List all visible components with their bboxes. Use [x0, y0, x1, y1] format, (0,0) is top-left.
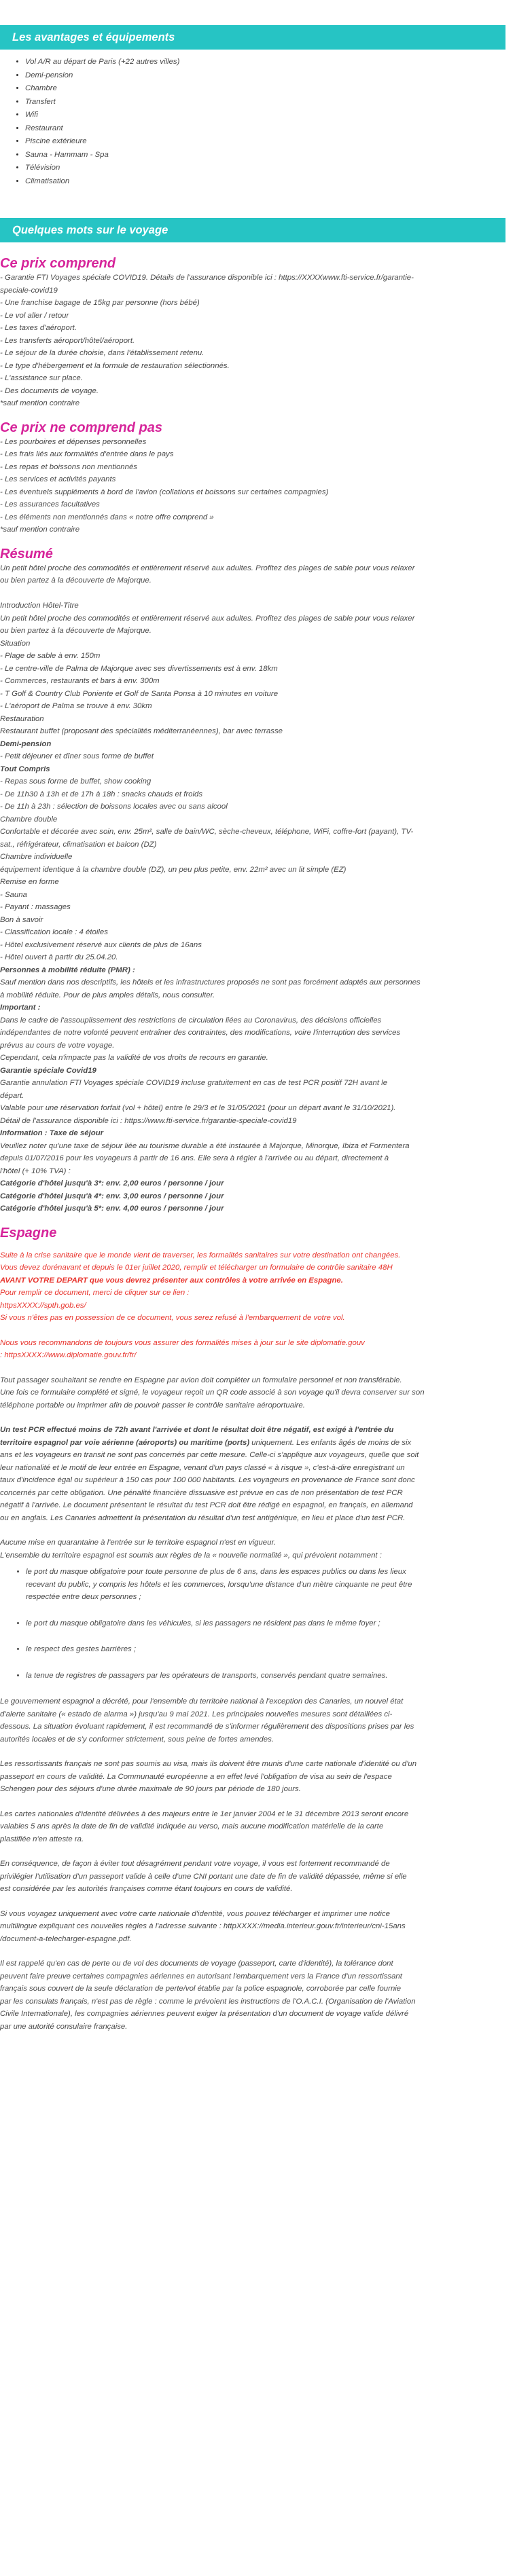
- resume-line: équipement identique à la chambre double (DZ), un peu plus petite, env. 22m² avec un lit simple (EZ): [0, 865, 347, 874]
- resume-line: Confortable et décorée avec soin, env. 25m², salle de bain/WC, sèche-cheveux, téléphone, WiFi, coffre-fort (payant), TV-: [0, 828, 414, 836]
- includes-line: - Garantie FTI Voyages spéciale COVID19. Détails de l'assurance disponible ici : https://XXXXwww.fti-service.fr/garantie-: [0, 274, 414, 282]
- spain-passport-paragraph: [0, 1858, 505, 1896]
- resume-line: - Le centre-ville de Palma de Majorque avec ses divertissements est à env. 18km: [0, 664, 278, 673]
- includes-line: speciale-covid19: [0, 286, 58, 295]
- spain-pcr-line: taux d'incidence égal ou supérieur à 150 cas pour 100 000 habitants. Les voyageurs en provenance de France sont donc: [0, 1476, 415, 1484]
- spain-cni-paragraph: [0, 1808, 505, 1846]
- spain-alert-line: d'alerte sanitaire (« estado de alarma ») jusqu'au 9 mai 2021. Les principales nouvelles mesures sont détaillées ci-: [0, 1710, 393, 1718]
- resume-line: Situation: [0, 639, 31, 648]
- resume-line: - De 11h30 à 13h et de 17h à 18h : snacks chauds et froids: [0, 790, 203, 798]
- includes-line: - Les taxes d'aéroport.: [0, 324, 77, 332]
- spain-pcr-line: négatif à l'arrivée. Le document présentant le résultat du test PCR doit être rédigé en espagnol, en français, en allemand: [0, 1501, 413, 1509]
- resume-line: Garantie annulation FTI Voyages spéciale COVID19 incluse gratuitement en cas de test PCR positif 72H avant le: [0, 1079, 388, 1087]
- excludes-title: Ce prix ne comprend pas: [0, 420, 162, 435]
- resume-line: Bon à savoir: [0, 915, 43, 924]
- spain-diplomatie-notice: [0, 1337, 505, 1362]
- resume-line: - Classification locale : 4 étoiles: [0, 928, 108, 936]
- excludes-line: - Les services et activités payants: [0, 475, 116, 483]
- spain-loss-line: par une autorité consulaire française.: [0, 2022, 128, 2031]
- spain-rules-list: [0, 1566, 505, 1682]
- advantage-item: • Restaurant: [25, 122, 505, 136]
- spain-health-line: AVANT VOTRE DEPART que vous devrez présenter aux contrôles à votre arrivée en Espagne.: [0, 1276, 343, 1285]
- resume-line: ou bien partez à la découverte de Majorque.: [0, 627, 152, 635]
- spain-pcr-mixed-line: [0, 1437, 505, 1450]
- spain-form-line: Tout passager souhaitant se rendre en Espagne par avion doit compléter un formulaire personnel et non transférable.: [0, 1376, 402, 1384]
- spain-pcr-line: ans et les voyageurs en transit ne sont pas concernés par cette mesure. Celle-ci s'applique aux voyageurs, quelle que soit: [0, 1451, 419, 1459]
- spain-pcr-bold-span: territoire espagnol par voie aérienne (aéroports) ou maritime (ports): [0, 1438, 250, 1447]
- spain-alert-line: autorités locales et de s'y conformer strictement, sous peine de fortes amendes.: [0, 1735, 274, 1744]
- spain-rule-item: [26, 1643, 505, 1656]
- spain-loss-line: Il est rappelé qu'en cas de perte ou de vol des documents de voyage (passeport, carte d'identité), la tolérance dont: [0, 1959, 393, 1968]
- resume-line: - Hôtel ouvert à partir du 25.04.20.: [0, 953, 118, 961]
- advantage-item: • Wifi: [25, 109, 505, 122]
- resume-line: à mobilité réduite. Pour de plus amples détails, nous consulter.: [0, 991, 215, 999]
- resume-line: - Commerces, restaurants et bars à env. 300m: [0, 677, 160, 685]
- resume-line: Un petit hôtel proche des commodités et entièrement réservé aux adultes. Profitez des plages de sable pour vous relaxer: [0, 564, 415, 572]
- resume-line: Détail de l'assurance disponible ici : https://www.fti-service.fr/garantie-speciale-covid19: [0, 1116, 297, 1125]
- spain-notice-line: multilingue expliquant ces nouvelles règles à l'adresse suivante : httpXXXX://media.interieur.gouv.fr/interieur/cni-15ans: [0, 1922, 406, 1930]
- advantage-item: • Chambre: [25, 82, 505, 96]
- spain-pcr-rest-span: uniquement. Les enfants âgés de moins de six: [249, 1438, 412, 1447]
- resume-line: Catégorie d'hôtel jusqu'à 3*: env. 2,00 euros / personne / jour: [0, 1179, 224, 1188]
- resume-line: - L'aéroport de Palma se trouve à env. 30km: [0, 702, 152, 710]
- resume-line: - Petit déjeuner et dîner sous forme de buffet: [0, 752, 154, 760]
- resume-line: [0, 587, 505, 600]
- spain-passport-line: En conséquence, de façon à éviter tout désagrément pendant votre voyage, il vous est fortement recommandé de: [0, 1860, 390, 1868]
- spain-pcr-paragraph: [0, 1424, 505, 1524]
- excludes-line: - Les éventuels suppléments à bord de l'avion (collations et boissons sur certaines compagnies): [0, 487, 329, 496]
- resume-line: depuis 01/07/2016 pour les voyageurs à partir de 16 ans. Elle sera à régler à l'arrivée ou au départ, directement à: [0, 1154, 389, 1162]
- resume-body: [0, 562, 505, 1215]
- resume-line: Un petit hôtel proche des commodités et entièrement réservé aux adultes. Profitez des plages de sable pour vous relaxer: [0, 614, 415, 623]
- spain-visa-line: Schengen pour des séjours d'une durée maximale de 90 jours par période de 180 jours.: [0, 1785, 301, 1793]
- resume-line: Cependant, cela n'impacte pas la validité de vos droits de recours en garantie.: [0, 1054, 268, 1062]
- excludes-line: - Les pourboires et dépenses personnelles: [0, 437, 147, 446]
- spain-health-line: Suite à la crise sanitaire que le monde vient de traverser, les formalités sanitaires sur votre destination ont changées.: [0, 1251, 401, 1259]
- spain-rule-item: [26, 1670, 505, 1682]
- includes-line: - Le vol aller / retour: [0, 311, 69, 320]
- resume-line: Catégorie d'hôtel jusqu'à 4*: env. 3,00 euros / personne / jour: [0, 1192, 224, 1200]
- spain-rule-line: • le port du masque obligatoire pour toute personne de plus de 6 ans, dans les espaces publics ou dans les lieux: [26, 1568, 406, 1576]
- spain-form-line: téléphone portable ou imprimer afin de pouvoir passer le contrôle sanitaire aéroportuaire.: [0, 1401, 305, 1410]
- resume-line: Garantie spéciale Covid19: [0, 1066, 96, 1075]
- resume-line: - De 11h à 23h : sélection de boissons locales avec ou sans alcool: [0, 803, 228, 811]
- advantage-item: • Climatisation: [25, 175, 505, 189]
- spain-pcr-line: concernés par cette obligation. Une pénalité financière dissuasive est prévue en cas de non présentation de test PCR: [0, 1488, 403, 1497]
- spain-rule-line: • le port du masque obligatoire dans les véhicules, si les passagers ne résident pas dans le même foyer ;: [26, 1619, 380, 1627]
- resume-line: Important :: [0, 1004, 41, 1012]
- spain-rule-item: [26, 1617, 505, 1630]
- resume-line: Remise en forme: [0, 878, 59, 886]
- spain-rule-line: • la tenue de registres de passagers par les opérateurs de transports, conservés pendant quatre semaines.: [26, 1671, 388, 1680]
- spain-cni-line: valables 5 ans après la date de fin de validité indiquée au verso, mais aucune modification matérielle de la carte: [0, 1822, 384, 1830]
- spain-health-line: Si vous n'êtes pas en possession de ce document, vous serez refusé à l'embarquement de votre vol.: [0, 1314, 345, 1322]
- resume-line: Sauf mention dans nos descriptifs, les hôtels et les infrastructures proposés ne sont pas forcément adaptés aux personnes: [0, 978, 421, 987]
- spain-alert-line: dessous. La situation évoluant rapidement, il est recommandé de s'informer régulièrement des dispositions prises par les: [0, 1723, 414, 1731]
- resume-title: Résumé: [0, 546, 53, 562]
- spain-pcr-bold-line: Un test PCR effectué moins de 72h avant l'arrivée et dont le résultat doit être négatif, est exigé à l'entrée du: [0, 1426, 394, 1434]
- advantages-list: [0, 56, 505, 188]
- excludes-line: *sauf mention contraire: [0, 526, 80, 534]
- advantage-item: • Sauna - Hammam - Spa: [25, 149, 505, 162]
- spain-cni-line: plastifiée n'en atteste ra.: [0, 1835, 84, 1843]
- excludes-line: - Les repas et boissons non mentionnés: [0, 462, 137, 471]
- includes-line: *sauf mention contraire: [0, 399, 80, 407]
- resume-line: Restaurant buffet (proposant des spécialités méditerranéennes), bar avec terrasse: [0, 727, 283, 735]
- excludes-list: [0, 436, 505, 536]
- resume-line: Demi-pension: [0, 739, 52, 748]
- resume-line: Introduction Hôtel-Titre: [0, 602, 79, 610]
- spain-quarantine-paragraph: [0, 1537, 505, 1562]
- resume-line: Chambre individuelle: [0, 853, 73, 861]
- excludes-line: - Les éléments non mentionnés dans « notre offre comprend »: [0, 513, 214, 521]
- spain-loss-paragraph: [0, 1957, 505, 2033]
- resume-line: sat., réfrigérateur, climatisation et balcon (DZ): [0, 840, 157, 849]
- spain-pcr-line: leur nationalité et le motif de leur entrée en Espagne, venant d'un pays classé « à risque », c'est-à-dire enregistrant un: [0, 1463, 405, 1472]
- spain-diplomatie-line: : httpsXXXX://www.diplomatie.gouv.fr/fr/: [0, 1351, 137, 1359]
- includes-title: Ce prix comprend: [0, 256, 116, 271]
- spain-loss-line: Civile Internationale), les compagnies aériennes peuvent exiger la présentation d'un document de voyage valide délivré: [0, 2010, 409, 2018]
- spain-pcr-line: ou en anglais. Les Canaries admettent la présentation du résultat d'un test antigénique, en lieu et place d'un test PCR.: [0, 1513, 406, 1522]
- spain-notice-paragraph: [0, 1908, 505, 1946]
- spain-rule-item: [26, 1566, 505, 1604]
- advantage-item: • Demi-pension: [25, 69, 505, 83]
- spain-rule-line: • le respect des gestes barrières ;: [26, 1645, 137, 1653]
- excludes-line: - Les assurances facultatives: [0, 500, 100, 509]
- resume-line: prévus au cours de votre voyage.: [0, 1041, 115, 1050]
- includes-line: - Le type d'hébergement et la formule de restauration sélectionnés.: [0, 361, 230, 370]
- resume-line: Catégorie d'hôtel jusqu'à 5*: env. 4,00 euros / personne / jour: [0, 1204, 224, 1213]
- resume-line: - Repas sous forme de buffet, show cooking: [0, 777, 152, 786]
- resume-line: - Plage de sable à env. 150m: [0, 652, 101, 660]
- includes-line: - Une franchise bagage de 15kg par personne (hors bébé): [0, 299, 200, 307]
- spain-health-notice: [0, 1249, 505, 1325]
- spain-notice-line: /document-a-telecharger-espagne.pdf.: [0, 1934, 132, 1943]
- resume-line: indépendantes de notre volonté peuvent entraîner des contraintes, des modifications, voire l'interruption des services: [0, 1029, 401, 1037]
- advantage-item: • Transfert: [25, 96, 505, 109]
- resume-line: - Hôtel exclusivement réservé aux clients de plus de 16ans: [0, 940, 202, 949]
- spain-health-line: Vous devez dorénavant et depuis le 01er juillet 2020, remplir et télécharger un formulaire de contrôle sanitaire 48H: [0, 1264, 393, 1272]
- excludes-line: - Les frais liés aux formalités d'entrée dans le pays: [0, 450, 174, 458]
- resume-line: Tout Compris: [0, 765, 50, 773]
- spain-cni-line: Les cartes nationales d'identité délivrées à des majeurs entre le 1er janvier 2004 et le 31 décembre 2013 seront encore: [0, 1809, 409, 1818]
- includes-line: - Les transferts aéroport/hôtel/aéroport.: [0, 336, 135, 345]
- resume-line: ou bien partez à la découverte de Majorque.: [0, 576, 152, 585]
- spain-passport-line: privilégier l'utilisation d'un passeport valide à celle d'une CNI portant une date de fin de validité dépassée, même si elle: [0, 1872, 407, 1881]
- advantage-item: • Télévision: [25, 162, 505, 175]
- spain-loss-line: peuvent faire preuve certaines compagnies aériennes en autorisant l'embarquement vers la France d'un ressortissant: [0, 1972, 402, 1981]
- resume-line: - T Golf & Country Club Poniente et Golf de Santa Ponsa à 10 minutes en voiture: [0, 689, 279, 698]
- spain-diplomatie-line: Nous vous recommandons de toujours vous assurer des formalités mises à jour sur le site diplomatie.gouv: [0, 1338, 365, 1347]
- resume-line: Personnes à mobilité réduite (PMR) :: [0, 965, 135, 974]
- spain-rule-line: respectée entre deux personnes ;: [26, 1593, 141, 1601]
- resume-line: Restauration: [0, 714, 44, 723]
- resume-line: Dans le cadre de l'assouplissement des restrictions de circulation liées au Coronavirus, des décisions officielles: [0, 1016, 382, 1025]
- spain-visa-line: passeport en cours de validité. La Communauté européenne a en effet levé l'obligation de visa au sein de l'espace: [0, 1772, 392, 1781]
- advantages-header: Les avantages et équipements: [0, 25, 505, 50]
- spain-alert-paragraph: [0, 1695, 505, 1746]
- advantage-item: • Piscine extérieure: [25, 135, 505, 149]
- resume-line: Chambre double: [0, 815, 58, 824]
- resume-line: départ.: [0, 1091, 24, 1100]
- spain-form-paragraph: [0, 1374, 505, 1412]
- spain-visa-line: Les ressortissants français ne sont pas soumis au visa, mais ils doivent être munis d'une carte nationale d'identité ou d'un: [0, 1760, 417, 1768]
- spain-notice-line: Si vous voyagez uniquement avec votre carte nationale d'identité, vous pouvez télécharger et imprimer une notice: [0, 1909, 390, 1918]
- resume-line: Valable pour une réservation forfait (vol + hôtel) entre le 29/3 et le 31/05/2021 (pour un départ avant le 31/10/2021).: [0, 1104, 396, 1112]
- resume-line: - Payant : massages: [0, 903, 71, 911]
- resume-line: Information : Taxe de séjour: [0, 1129, 104, 1137]
- includes-line: - Des documents de voyage.: [0, 386, 99, 395]
- includes-list: [0, 272, 505, 410]
- voyage-header: Quelques mots sur le voyage: [0, 218, 505, 242]
- resume-line: Veuillez noter qu'une taxe de séjour liée au tourisme durable a été instaurée à Majorque, Minorque, Ibiza et Formentera: [0, 1141, 410, 1150]
- advantage-item: • Vol A/R au départ de Paris (+22 autres villes): [25, 56, 505, 69]
- spain-visa-paragraph: [0, 1758, 505, 1796]
- spain-title: Espagne: [0, 1225, 57, 1240]
- spain-form-line: Une fois ce formulaire complété et signé, le voyageur reçoit un QR code associé à son voyage qu'il devra conserver sur son: [0, 1388, 425, 1397]
- resume-line: l'hôtel (+ 10% TVA) :: [0, 1166, 71, 1175]
- spain-quarantine-line: Aucune mise en quarantaine à l'entrée sur le territoire espagnol n'est en vigueur.: [0, 1539, 277, 1547]
- spain-loss-line: français sous couvert de la seule déclaration de perte/vol établie par la police espagnole, corroborée par celle fournie: [0, 1985, 402, 1993]
- spain-health-line: Pour remplir ce document, merci de cliquer sur ce lien :: [0, 1289, 190, 1297]
- resume-line: - Sauna: [0, 890, 27, 899]
- includes-line: - Le séjour de la durée choisie, dans l'établissement retenu.: [0, 349, 205, 357]
- spain-rule-line: recevant du public, y compris les hôtels et les commerces, lorsqu'une distance d'un mètre cinquante ne peut être: [26, 1580, 412, 1589]
- spain-quarantine-line: L'ensemble du territoire espagnol est soumis aux règles de la « nouvelle normalité », qui prévoient notamment :: [0, 1551, 382, 1560]
- spain-loss-line: par les consulats français, n'est pas de règle : comme le prévoient les instructions de l'O.A.C.I. (Organisation de l'Aviation: [0, 1997, 416, 2006]
- spain-health-line[interactable]: httpsXXXX://spth.gob.es/: [0, 1301, 86, 1310]
- spain-alert-line: Le gouvernement espagnol a décrété, pour l'ensemble du territoire national à l'exception des Canaries, un nouvel état: [0, 1697, 404, 1706]
- spain-passport-line: est considérée par les autorités françaises comme étant toujours en cours de validité.: [0, 1885, 293, 1893]
- includes-line: - L'assistance sur place.: [0, 374, 83, 382]
